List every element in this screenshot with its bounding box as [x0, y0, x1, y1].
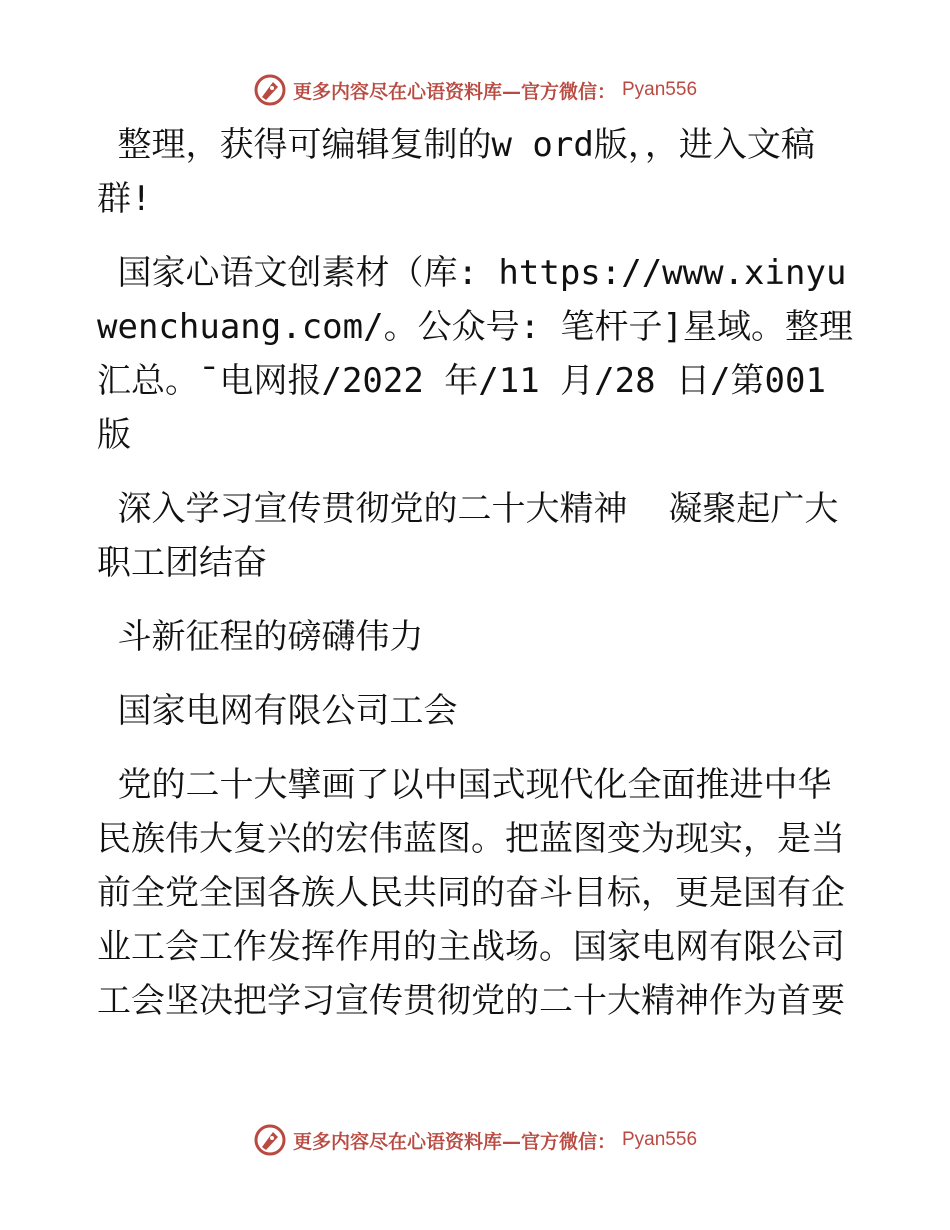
paragraph-body: 党的二十大擘画了以中国式现代化全面推进中华民族伟大复兴的宏伟蓝图。把蓝图变为现实，是当前全党全国各族人民共同的奋斗目标，更是国有企业工会工作发挥作用的主战场。国家电网有限公司工会坚决把学习宣传贯彻党的二十大精神作为首要 — [97, 765, 845, 1021]
banner-inner — [253, 1123, 697, 1157]
banner-wechat-id: Pyan556 — [622, 1129, 698, 1150]
banner-inner — [253, 73, 697, 107]
header-banner — [0, 70, 950, 110]
paragraph-source: 国家心语文创素材（库: https://www.xinyuwenchuang.com/。公众号: 笔杆子]星域。整理汇总。¯电网报/2022 年/11 月/28 日/第001 版 — [97, 253, 853, 455]
paragraph-intro: 整理，获得可编辑复制的w ord版，，进入文稿群! — [97, 125, 815, 219]
pen-nib-logo-icon — [253, 73, 287, 107]
article-title-line-1: 深入学习宣传贯彻党的二十大精神 凝聚起广大职工团结奋 — [97, 489, 839, 583]
banner-text: 更多内容尽在心语资料库—官方微信： — [292, 1130, 616, 1153]
pen-nib-logo-icon — [253, 1123, 287, 1157]
banner-text: 更多内容尽在心语资料库—官方微信： — [292, 80, 616, 103]
footer-banner — [0, 1120, 950, 1160]
banner-wechat-id: Pyan556 — [622, 79, 698, 100]
document-body — [97, 118, 857, 1028]
article-author: 国家电网有限公司工会 — [97, 691, 458, 731]
article-title-line-2: 斗新征程的磅礴伟力 — [97, 617, 424, 657]
